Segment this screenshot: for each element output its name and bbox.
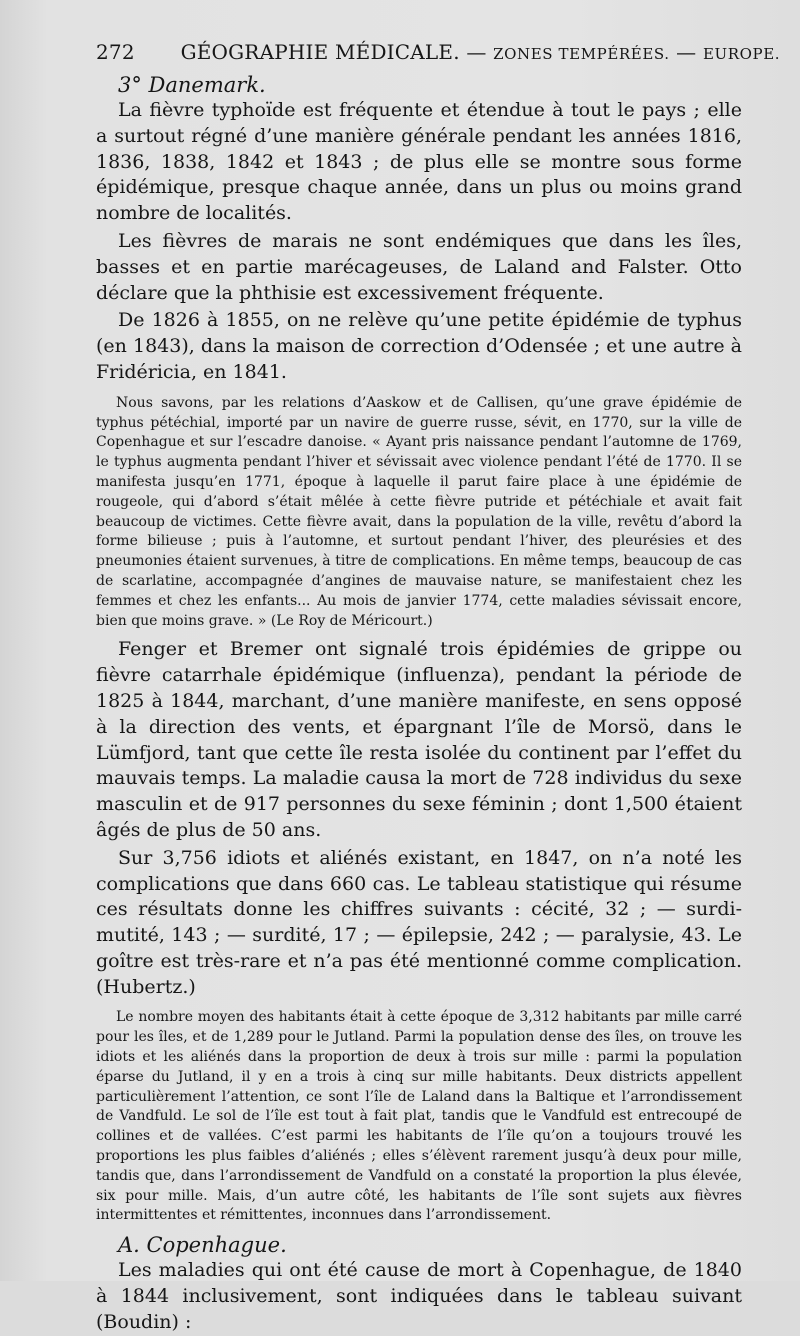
section-heading: 3° Danemark. bbox=[118, 73, 266, 97]
paragraph: Les fièvres de marais ne sont endémiques que dans les îles, basses et en partie marécageuses, de Laland and Falster. Otto déclare que la phthisie est excessivement fréquente. bbox=[96, 229, 742, 304]
footnote-block: Le nombre moyen des habitants était à cette époque de 3,312 habitants par mille carré pour les îles, et de 1,289 pour le Jutland. Parmi la population dense des îles, on trouve les idiots et les aliénés dans la proportion de deux à trois sur mille : parmi la population éparse du Jutland, il y en a trois à cinq sur mille habitants. Deux districts appellent particulièrement l’attention, ce sont l’île de Laland dans la Baltique et l’arrondissement de Vandfuld. Le sol de l’île est tout à fait plat, tandis que le Vandfuld est entrecoupé de collines et de vallées. C’est parmi les habitants de l’île qu’on a toujours trouvé les proportions les plus faibles d’aliénés ; elles s’élèvent rarement jusqu’à deux pour mille, tandis que, dans l’arrondissement de Vandfuld on a constaté la proportion la plus élevée, six pour mille. Mais, d’un autre côté, les habitants de l’île sont sujets aux fièvres intermittentes et rémittentes, inconnues dans l’arrondissement. bbox=[96, 1009, 742, 1224]
paragraph: Fenger et Bremer ont signalé trois épidémies de grippe ou fièvre catarrhale épidémique (influenza), pendant la période de 1825 à 1844, marchant, d’une manière manifeste, en sens opposé à la direction des vents, et épargnant l’île de Morsö, dans le Lümfjord, tant que cette île resta isolée du continent par l’effet du mauvais temps. La maladie causa la mort de 728 individus du sexe masculin et de 917 personnes du sexe féminin ; dont 1,500 étaient âgés de plus de 50 ans. bbox=[96, 638, 742, 841]
header-subtitle: ZONES TEMPÉRÉES. bbox=[493, 45, 670, 63]
subsection-heading: A. Copenhague. bbox=[118, 1233, 287, 1258]
page-body bbox=[96, 72, 742, 1336]
footnote-block: Nous savons, par les relations d’Aaskow et de Callisen, qu’une grave épidémie de typhus pétéchial, importé par un navire de guerre russe, sévit, en 1770, sur la ville de Copenhague et sur l’escadre danoise. « Ayant pris naissance pendant l’automne de 1769, le typhus augmenta pendant l’hiver et sévissait avec violence pendant l’été de 1770. Il se manifesta jusqu’en 1771, époque à laquelle il parut faire place à une épidémie de rougeole, qui d’abord s’était mêlée à cette fièvre putride et pétéchiale et avait fait beaucoup de victimes. Cette fièvre avait, dans la population de la ville, revêtu d’abord la forme bilieuse ; puis à l’automne, et surtout pendant l’hiver, des pleurésies et des pneumonies étaient survenues, à titre de complications. En même temps, beaucoup de cas de scarlatine, accompagnée d’angines de mauvaise nature, se manifestaient chez les femmes et chez les enfants... Au mois de janvier 1774, cette maladies sévissait encore, bien que moins grave. » (Le Roy de Méricourt.) bbox=[96, 394, 742, 629]
header-dash: — bbox=[466, 40, 487, 64]
header-title: GÉOGRAPHIE MÉDICALE. bbox=[180, 40, 460, 64]
page-number: 272 bbox=[96, 40, 135, 64]
paragraph: La fièvre typhoïde est fréquente et étendue à tout le pays ; elle a surtout régné d’une manière générale pendant les années 1816, 1836, 1838, 1842 et 1843 ; de plus elle se montre sous forme épidémique, presque chaque année, dans un plus ou moins grand nombre de localités. bbox=[96, 99, 742, 225]
header-dash: — bbox=[676, 40, 697, 64]
paragraph: Sur 3,756 idiots et aliénés existant, en 1847, on n’a noté les complications que dans 660 cas. Le tableau statistique qui résume ces résultats donne les chiffres suivants : cécité, 32 ; — surdi-mutité, 143 ; — surdité, 17 ; — épilepsie, 242 ; — paralysie, 43. Le goître est très-rare et n’a pas été mentionné comme complication. (Hubertz.) bbox=[96, 846, 742, 998]
paragraph: Les maladies qui ont été cause de mort à Copenhague, de 1840 à 1844 inclusivement, sont indiquées dans le tableau suivant (Boudin) : bbox=[96, 1259, 742, 1333]
header-region: EUROPE. bbox=[702, 45, 781, 63]
paragraph: De 1826 à 1855, on ne relève qu’une petite épidémie de typhus (en 1843), dans la maison de correction d’Odensée ; et une autre à Fridéricia, en 1841. bbox=[96, 309, 742, 383]
running-header bbox=[96, 40, 781, 64]
